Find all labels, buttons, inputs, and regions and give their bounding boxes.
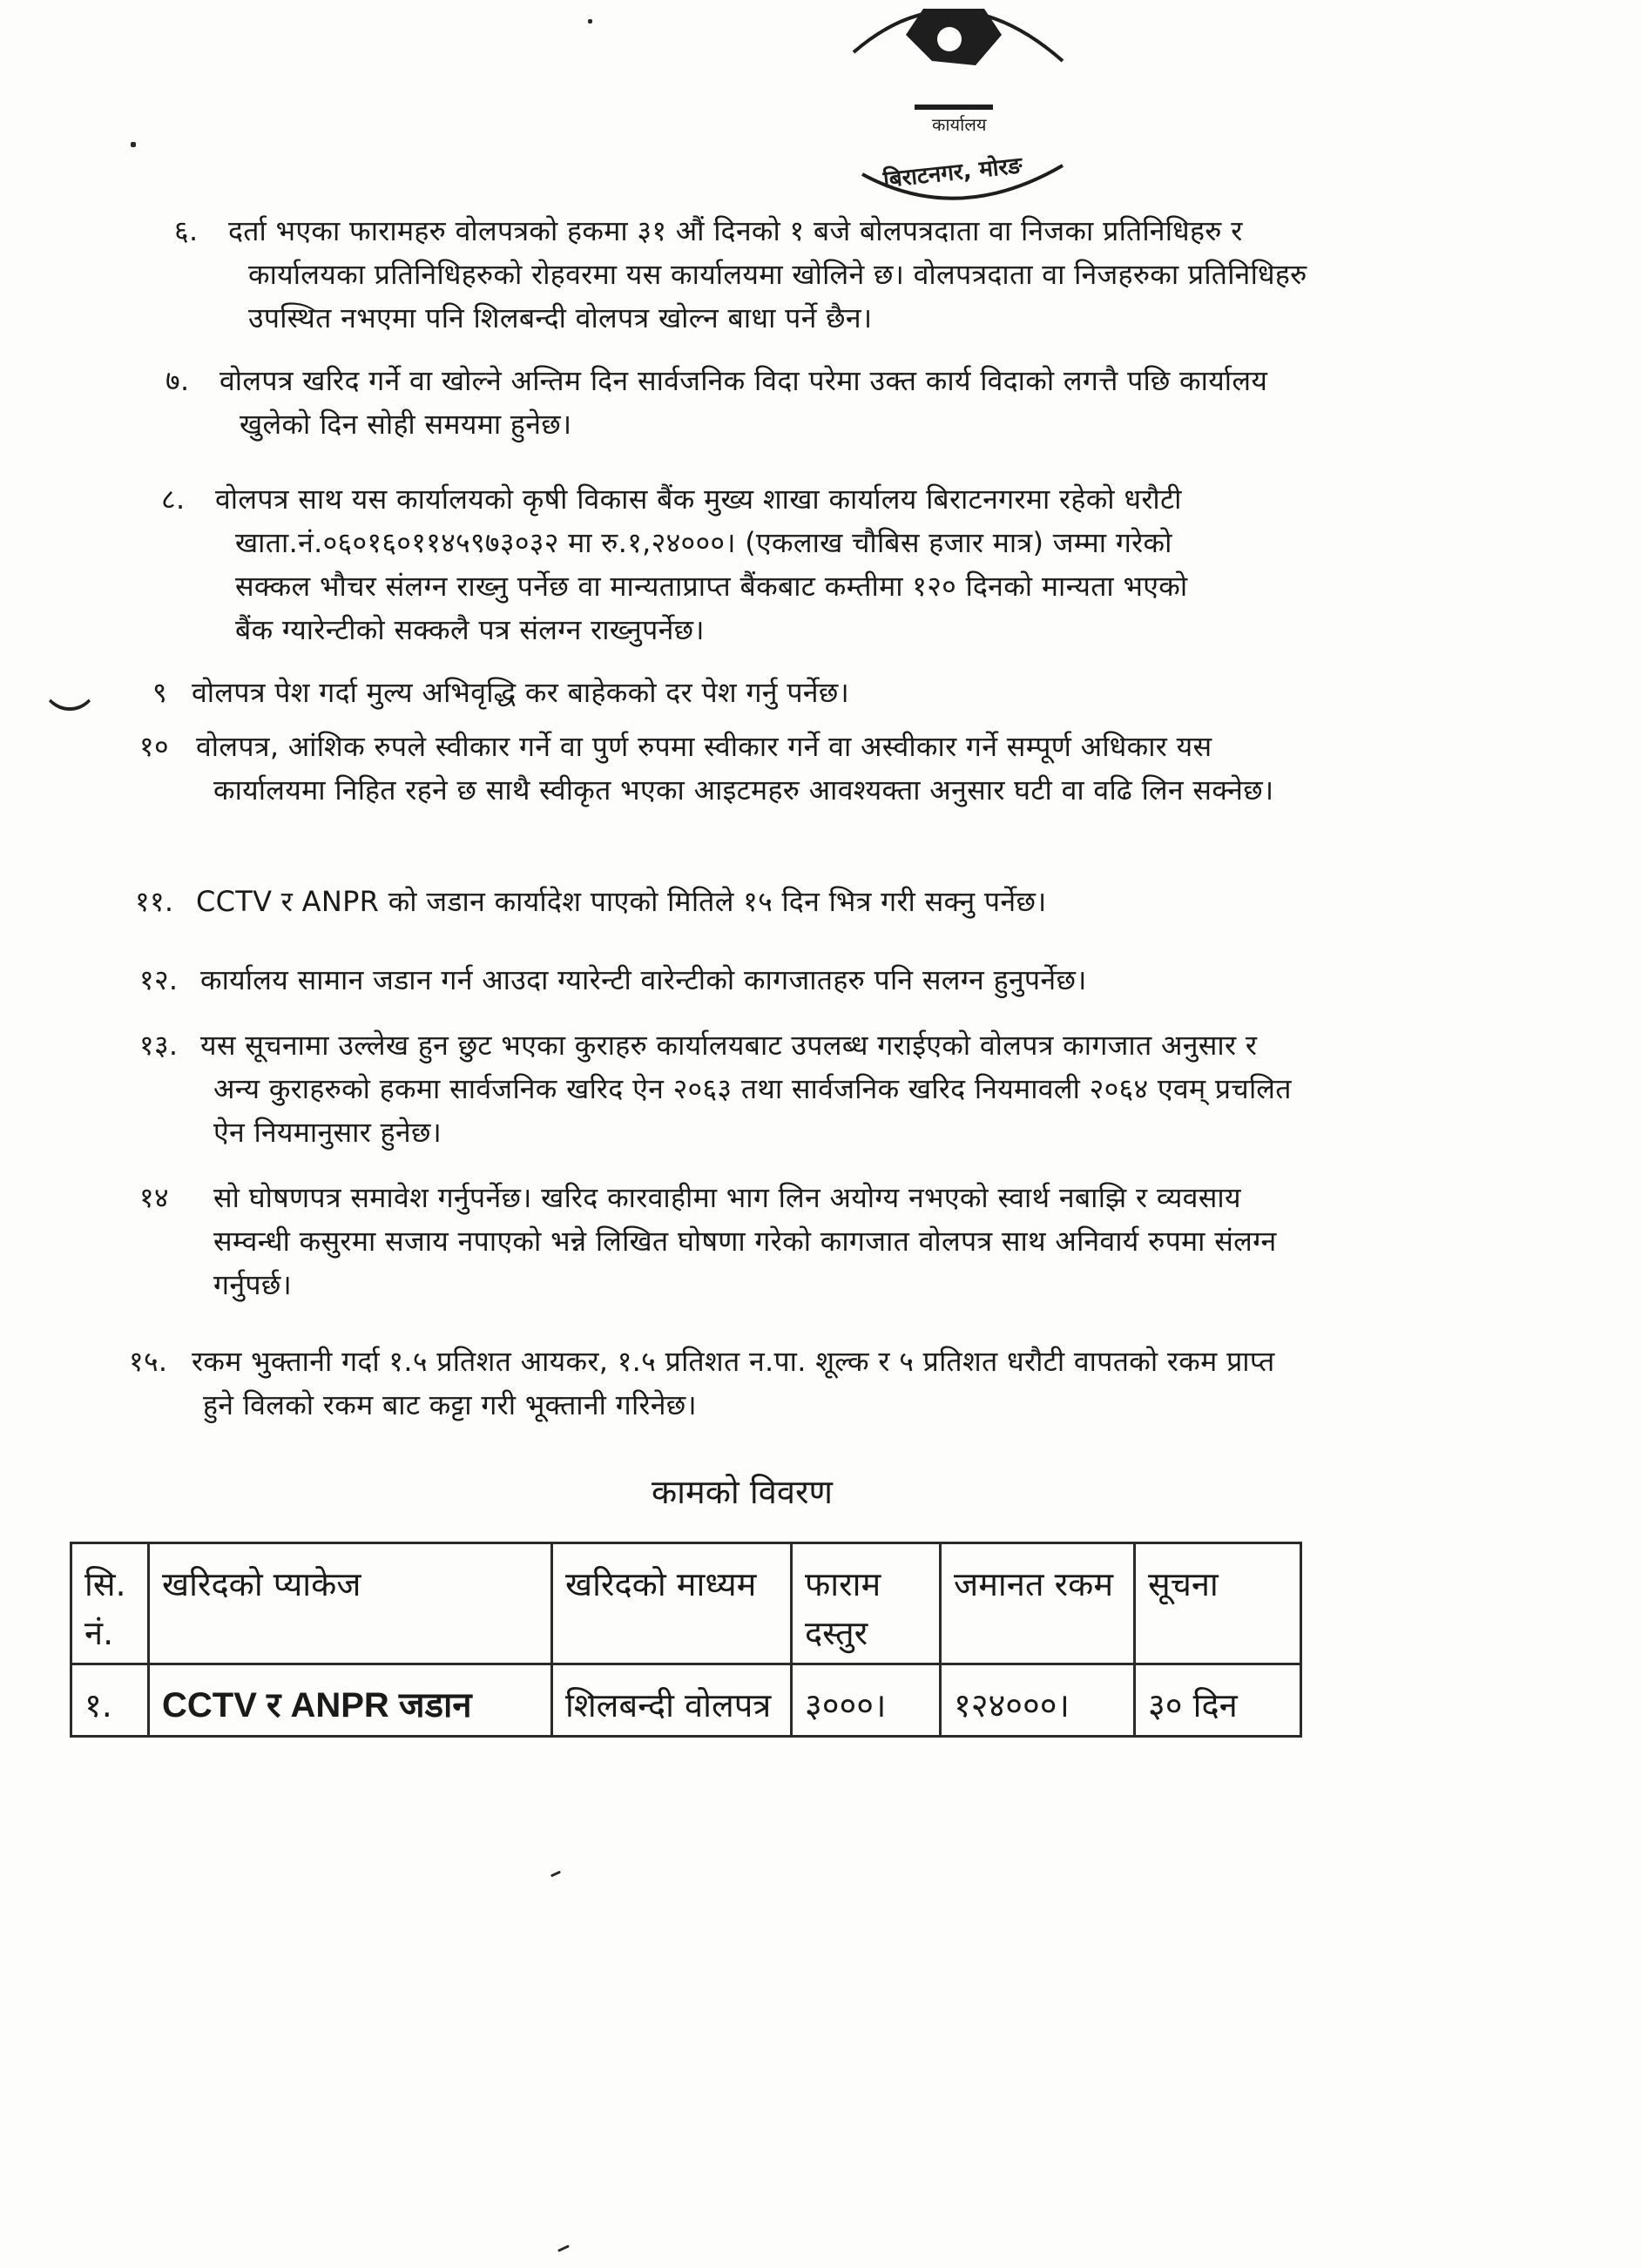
cell-package: CCTV र ANPR जडान xyxy=(149,1664,552,1737)
clause-number: १२. xyxy=(139,963,179,996)
seal-text-inner: कार्यालय xyxy=(932,114,987,135)
cell-sn: १. xyxy=(71,1664,149,1737)
clause-line: वोलपत्र, आंशिक रुपले स्वीकार गर्ने वा पुर्ण रुपमा स्वीकार गर्ने वा अस्वीकार गर्ने सम्पूर्ण अधिकार यस xyxy=(196,730,1212,763)
clause-line: अन्य कुराहरुको हकमा सार्वजनिक खरिद ऐन २०६३ तथा सार्वजनिक खरिद नियमावली २०६४ एवम् प्रचलित xyxy=(213,1072,1292,1105)
office-seal-stamp xyxy=(801,0,1106,218)
clause-line: खाता.नं.०६०१६०११४५९७३०३२ मा रु.१,२४०००। (एकलाख चौबिस हजार मात्र) जम्मा गरेको xyxy=(235,526,1172,559)
cell-form-fee: ३०००। xyxy=(792,1664,941,1737)
bottom-mark xyxy=(557,2244,570,2252)
clause-line: CCTV र ANPR को जडान कार्यादेश पाएको मितिले १५ दिन भित्र गरी सक्नु पर्नेछ। xyxy=(196,885,1047,918)
header-security-amount: जमानत रकम xyxy=(941,1543,1135,1664)
clause-line: उपस्थित नभएमा पनि शिलबन्दी वोलपत्र खोल्न बाधा पर्ने छैन। xyxy=(248,301,873,334)
clause-number: ८. xyxy=(161,483,186,516)
clause-line: रकम भुक्तानी गर्दा १.५ प्रतिशत आयकर, १.५ प्रतिशत न.पा. शूल्क र ५ प्रतिशत धरौटी वापतको रकम प्राप्त xyxy=(192,1345,1275,1378)
clause-line: वोलपत्र पेश गर्दा मुल्य अभिवृद्धि कर बाहेकको दर पेश गर्नु पर्नेछ। xyxy=(192,676,850,709)
header-sn: सि. नं. xyxy=(71,1543,149,1664)
work-details-table xyxy=(70,1542,1302,1738)
cell-method: शिलबन्दी वोलपत्र xyxy=(552,1664,792,1737)
table-row xyxy=(71,1664,1301,1737)
clause-line: सम्वन्धी कसुरमा सजाय नपाएको भन्ने लिखित घोषणा गरेको कागजात वोलपत्र साथ अनिवार्य रुपमा संलग्न xyxy=(213,1225,1277,1258)
clause-line: बैंक ग्यारेन्टीको सक्कलै पत्र संलग्न राख्नुपर्नेछ। xyxy=(235,613,705,646)
clause-number: ७. xyxy=(165,364,190,397)
clause-line: सक्कल भौचर संलग्न राख्नु पर्नेछ वा मान्यताप्राप्त बैंकबाट कम्तीमा १२० दिनको मान्यता भएको xyxy=(235,570,1188,603)
clause-line: कार्यालयमा निहित रहने छ साथै स्वीकृत भएका आइटमहरु आवश्यक्ता अनुसार घटी वा वढि लिन सक्नेछ। xyxy=(213,773,1274,807)
clause-number: ९ xyxy=(152,676,167,709)
clause-line: वोलपत्र साथ यस कार्यालयको कृषी विकास बैंक मुख्य शाखा कार्यालय बिराटनगरमा रहेको धरौटी xyxy=(215,483,1182,516)
clause-line: खुलेको दिन सोही समयमा हुनेछ। xyxy=(240,408,572,441)
header-notice: सूचना xyxy=(1135,1543,1301,1664)
cell-security-amount: १२४०००। xyxy=(941,1664,1135,1737)
margin-arc-mark xyxy=(42,671,98,711)
clause-number: १४ xyxy=(139,1181,169,1214)
clause-line: हुने विलको रकम बाट कट्टा गरी भूक्तानी गरिनेछ। xyxy=(203,1388,697,1421)
clause-line: कार्यालयका प्रतिनिधिहरुको रोहवरमा यस कार्यालयमा खोलिने छ। वोलपत्रदाता वा निजहरुका प्रतिनिधिहरु xyxy=(248,258,1307,291)
header-method: खरिदको माध्यम xyxy=(552,1543,792,1664)
clause-number: ११. xyxy=(135,885,174,918)
seal-text-ring: बिराटनगर, मोरङ xyxy=(881,152,1024,193)
clause-line: सो घोषणपत्र समावेश गर्नुपर्नेछ। खरिद कारवाहीमा भाग लिन अयोग्य नभएको स्वार्थ नबाझि र व्यवसाय xyxy=(213,1181,1241,1214)
clause-line: वोलपत्र खरिद गर्ने वा खोल्ने अन्तिम दिन सार्वजनिक विदा परेमा उक्त कार्य विदाको लगत्तै पछि कार्यालय xyxy=(219,364,1268,397)
table-header-row xyxy=(71,1543,1301,1664)
work-details-title: कामको विवरण xyxy=(652,1473,833,1511)
margin-mark xyxy=(131,142,136,147)
cell-notice: ३० दिन xyxy=(1135,1664,1301,1737)
clause-number: १५. xyxy=(129,1345,168,1378)
clause-line: यस सूचनामा उल्लेख हुन छुट भएका कुराहरु कार्यालयबाट उपलब्ध गराईएको वोलपत्र कागजात अनुसार र xyxy=(200,1029,1258,1062)
clause-number: १० xyxy=(139,730,169,763)
header-form-fee: फाराम दस्तुर xyxy=(792,1543,941,1664)
clause-line: गर्नुपर्छ। xyxy=(213,1268,293,1301)
clause-line: दर्ता भएका फारामहरु वोलपत्रको हकमा ३१ औं दिनको १ बजे बोलपत्रदाता वा निजका प्रतिनिधिहरु र xyxy=(228,214,1243,247)
clause-number: १३. xyxy=(139,1029,179,1062)
clause-line: ऐन नियमानुसार हुनेछ। xyxy=(213,1116,442,1149)
bottom-mark xyxy=(550,1871,561,1878)
clause-number: ६. xyxy=(174,214,199,247)
margin-mark xyxy=(588,19,592,24)
header-package: खरिदको प्याकेज xyxy=(149,1543,552,1664)
clause-line: कार्यालय सामान जडान गर्न आउदा ग्यारेन्टी वारेन्टीको कागजातहरु पनि सलग्न हुनुपर्नेछ। xyxy=(200,963,1087,996)
